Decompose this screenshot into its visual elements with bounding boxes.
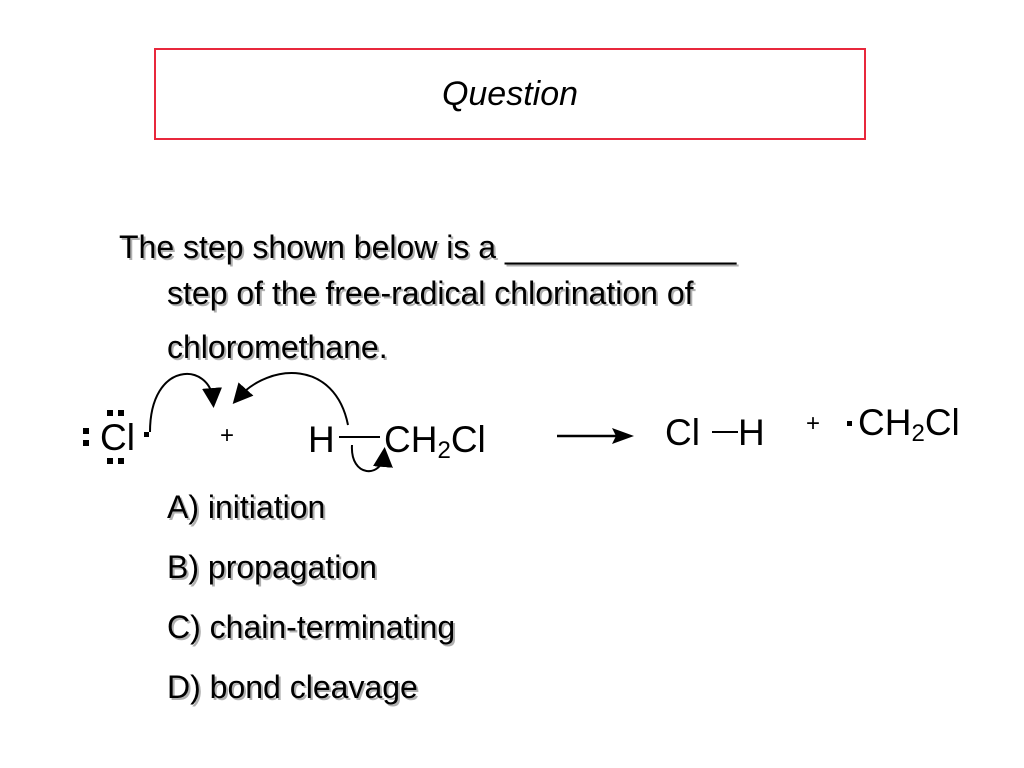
curved-arrow-1 (150, 374, 213, 432)
question-line-2: step of the free-radical chlorination of (167, 275, 694, 311)
chlorine-atom: Cl (100, 417, 135, 458)
radical-ch-text: CH (858, 402, 912, 443)
radical-cl-text: Cl (924, 402, 960, 443)
question-line-3: chloromethane. (167, 329, 388, 365)
plus-sign-1: + (220, 422, 235, 449)
choice-d: D) bond cleavage (167, 669, 418, 705)
cl-text: Cl (450, 419, 486, 460)
plus-sign-2: + (806, 410, 821, 437)
radical-dot (847, 421, 852, 426)
choice-a: A) initiation (167, 489, 326, 525)
curved-arrow-2 (238, 373, 348, 425)
lone-pair-dots (83, 410, 149, 464)
choice-b: B) propagation (167, 549, 377, 585)
choice-c: C) chain-terminating (167, 609, 456, 645)
product-chlorine: Cl (665, 412, 700, 453)
radical-subscript-2: 2 (911, 420, 925, 447)
ch-text: CH (384, 419, 438, 460)
question-line-1: The step shown below is a _____________ (119, 229, 737, 265)
subscript-2: 2 (437, 437, 451, 464)
curved-arrow-3 (352, 445, 384, 471)
page-title: Question (441, 75, 579, 113)
hydrogen-atom: H (308, 419, 335, 460)
product-hydrogen: H (738, 412, 765, 453)
